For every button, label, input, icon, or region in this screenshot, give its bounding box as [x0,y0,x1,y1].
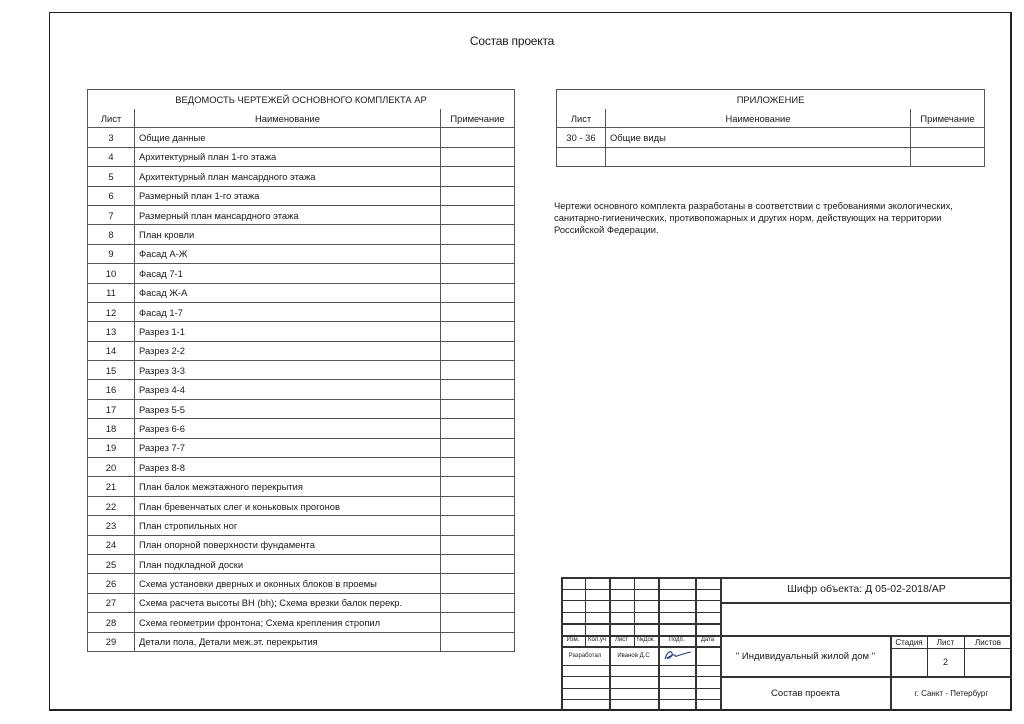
name-cell: Разрез 5-5 [135,399,441,418]
name-cell: Разрез 3-3 [135,361,441,380]
column-header-note: Примечание [441,109,515,128]
table-row [88,438,515,457]
name-cell: План стропильных ног [135,516,441,535]
sheet-number-cell: 21 [88,477,135,496]
sheet-number-cell: 4 [88,147,135,166]
table-row [88,593,515,612]
name-cell: Схема установки дверных и оконных блоков в проемы [135,574,441,593]
object-cipher: Шифр объекта: Д 05-02-2018/АР [787,583,946,595]
name-cell: Разрез 1-1 [135,322,441,341]
signature-icon [661,648,693,662]
table-row [88,205,515,224]
note-cell [441,341,515,360]
name-cell: План бревенчатых слег и коньковых прогонов [135,496,441,515]
sheet-number-cell: 12 [88,302,135,321]
note-cell [911,147,985,166]
table-row [88,496,515,515]
table-row [88,264,515,283]
name-cell: Фасад Ж-А [135,283,441,302]
note-cell [441,574,515,593]
developer-name: Иванов Д.С [617,653,650,659]
column-header-sheet: Лист [88,109,135,128]
column-header-signature: Подп. [668,637,685,643]
table-row [88,225,515,244]
table-row [88,399,515,418]
stage-label: Стадия [895,638,923,647]
sheet-number-cell: 7 [88,205,135,224]
table-row [88,632,515,651]
name-cell: Общие данные [135,128,441,147]
table-row [88,380,515,399]
name-cell: Архитектурный план 1-го этажа [135,147,441,166]
table-row [88,341,515,360]
note-cell [441,205,515,224]
sheet-number-cell: 9 [88,244,135,263]
compliance-note: Чертежи основного комплекта разработаны в соответствии с требованиями экологических, санитарно-гигиенических, противопожарных и других норм, действующих на территории Российской Федерации. [554,200,953,235]
page-title: Состав проекта [469,34,555,48]
table-row [88,554,515,573]
table-row [88,477,515,496]
note-cell [441,477,515,496]
note-cell [441,147,515,166]
table-row [88,458,515,477]
sheet-number-cell: 27 [88,593,135,612]
sheet-number-cell: 19 [88,438,135,457]
name-cell: Разрез 6-6 [135,419,441,438]
sheet-number-cell: 17 [88,399,135,418]
note-cell [441,322,515,341]
table-row [88,361,515,380]
sheet-number-cell: 26 [88,574,135,593]
sheet-number-cell: 16 [88,380,135,399]
developed-by-label: Разработал [568,653,602,659]
table-row [88,186,515,205]
column-header-note: Примечание [911,109,985,128]
sheet-number-cell: 18 [88,419,135,438]
note-cell [441,128,515,147]
sheet-number-cell [557,147,606,166]
table-row [88,283,515,302]
object-name: " Индивидуальный жилой дом " [735,651,876,662]
sheet-number-cell: 6 [88,186,135,205]
sheet-number-cell: 3 [88,128,135,147]
sheet-number-cell: 15 [88,361,135,380]
table-row [88,535,515,554]
table-row [88,613,515,632]
table-row [557,128,985,147]
table-row [88,419,515,438]
note-cell [441,516,515,535]
note-cell [441,458,515,477]
name-cell: Фасад А-Ж [135,244,441,263]
note-cell [441,593,515,612]
name-cell: План кровли [135,225,441,244]
note-cell [441,496,515,515]
note-cell [441,264,515,283]
note-cell [441,632,515,651]
sheet-number-cell: 20 [88,458,135,477]
name-cell: Общие виды [606,128,911,147]
note-cell [441,419,515,438]
sheet-number-cell: 14 [88,341,135,360]
name-cell: Разрез 8-8 [135,458,441,477]
note-cell [441,361,515,380]
sheet-value: 2 [942,657,948,667]
note-cell [441,167,515,186]
sheet-number-cell: 23 [88,516,135,535]
note-cell [911,128,985,147]
note-cell [441,399,515,418]
name-cell: Фасад 7-1 [135,264,441,283]
title-block [561,577,1012,711]
table-row [88,574,515,593]
name-cell: Разрез 7-7 [135,438,441,457]
sheet-number-cell: 10 [88,264,135,283]
column-header-date: Дата [700,637,715,643]
name-cell: План подкладной доски [135,554,441,573]
column-header-count: Кол.уч [588,637,606,643]
column-header-change: Изм. [566,637,580,643]
table-caption: ПРИЛОЖЕНИЕ [557,90,985,110]
sheet-number-cell: 5 [88,167,135,186]
name-cell: Схема расчета высоты ВН (bh); Схема врезки балок перекр. [135,593,441,612]
sheets-label: Листов [975,638,1001,647]
name-cell: План опорной поверхности фундамента [135,535,441,554]
table-row [88,516,515,535]
name-cell: Архитектурный план мансардного этажа [135,167,441,186]
note-cell [441,438,515,457]
sheet-number-cell: 22 [88,496,135,515]
table-caption: ВЕДОМОСТЬ ЧЕРТЕЖЕЙ ОСНОВНОГО КОМПЛЕКТА АР [88,90,515,110]
table-row [88,128,515,147]
sheet-number-cell: 30 - 36 [557,128,606,147]
name-cell: Фасад 1-7 [135,302,441,321]
column-header-doc-number: №Док. [636,637,656,643]
name-cell: Схема геометрии фронтона; Схема крепления стропил [135,613,441,632]
sheet-number-cell: 8 [88,225,135,244]
column-header-name: Наименование [606,109,911,128]
note-cell [441,302,515,321]
table-row [88,147,515,166]
name-cell: Разрез 2-2 [135,341,441,360]
table-row [88,322,515,341]
note-cell [441,613,515,632]
note-cell [441,535,515,554]
sheet-number-cell: 24 [88,535,135,554]
table-row [557,147,985,166]
note-cell [441,186,515,205]
column-header-name: Наименование [135,109,441,128]
appendix-table [556,89,985,167]
name-cell [606,147,911,166]
name-cell: Разрез 4-4 [135,380,441,399]
sheet-number-cell: 29 [88,632,135,651]
column-header-sheet: Лист [557,109,606,128]
drawings-list-table [87,89,515,652]
name-cell: План балок межэтажного перекрытия [135,477,441,496]
note-cell [441,283,515,302]
table-row [88,244,515,263]
sheet-number-cell: 11 [88,283,135,302]
table-row [88,302,515,321]
table-row [88,167,515,186]
name-cell: Размерный план мансардного этажа [135,205,441,224]
city: г. Санкт - Петербург [914,689,989,698]
note-cell [441,225,515,244]
name-cell: Размерный план 1-го этажа [135,186,441,205]
sheet-number-cell: 13 [88,322,135,341]
sheet-number-cell: 25 [88,554,135,573]
note-cell [441,554,515,573]
sheet-label: Лист [936,638,955,647]
note-cell [441,244,515,263]
name-cell: Детали пола, Детали меж.эт. перекрытия [135,632,441,651]
column-header-sheet: Лист [614,637,629,643]
drawing-title: Состав проекта [771,688,840,699]
sheet-number-cell: 28 [88,613,135,632]
note-cell [441,380,515,399]
